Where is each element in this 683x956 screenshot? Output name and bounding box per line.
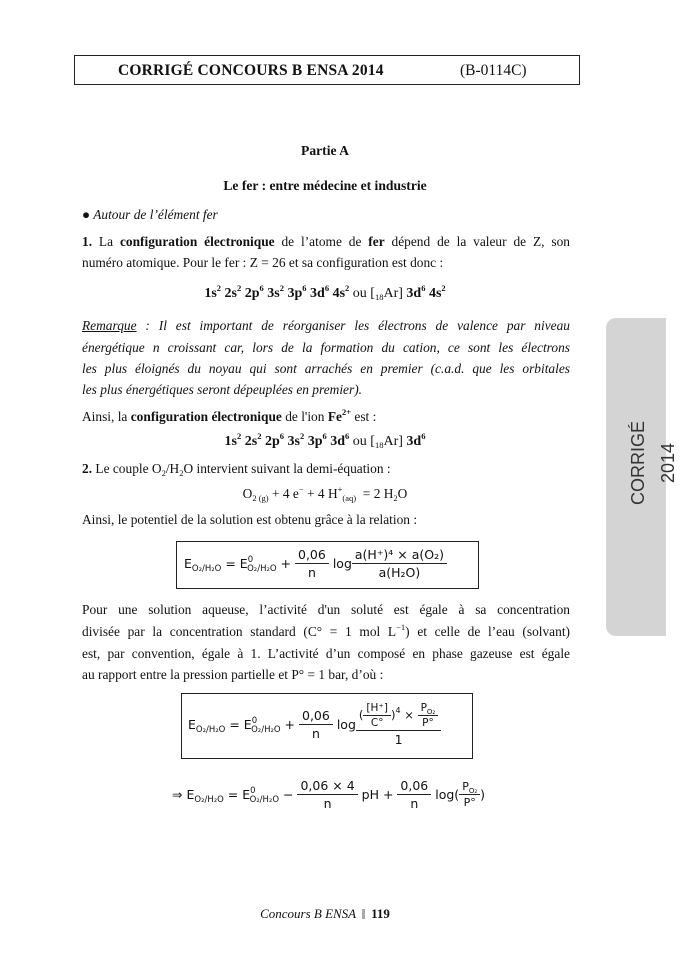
footer-separator [362, 909, 365, 919]
q1-line2: numéro atomique. Pour le fer : Z = 26 et sa configuration est donc : [82, 255, 444, 270]
nernst-ph-equation: ⇒ $E_{O_2/H_2O} = E^0_{O_2/H_2O}$ − $\frac{0,06 \times 4}{n}$ pH + $\frac{0,06}{n}$ log( $\frac{P_{O_2}}{P^\circ}$ ) [172, 778, 486, 811]
text: de l'ion [281, 409, 328, 424]
header-code: (B-0114C) [460, 62, 527, 79]
q2-line: 2. Le couple $O_2/H_2O$ intervient suivant la demi-équation : [82, 461, 391, 478]
nernst-equation-1: $E_{O_2/H_2O} = E^0_{O_2/H_2O}$ + $\frac{0,06}{n}$ log $\frac{\text{a(H⁺)⁴ × a(O₂)}}{\text{a(H₂O)}}$ [184, 547, 447, 580]
q1-line1 [82, 234, 570, 250]
remarque-line3: les plus éloignés du noyau qui sont arrachés en premier (c.a.d. que les orbitales [82, 361, 570, 376]
q1-number: 1. [82, 234, 93, 249]
ainsi-fe2-line [82, 409, 376, 425]
q2-number: 2. [82, 461, 93, 476]
nernst-equation-2: $E_{O_2/H_2O} = E^0_{O_2/H_2O}$ + $\frac{0,06}{n}$ log ( $\frac{[H^+]}{C^\circ}$ )$^4$ × $\frac{P_{O_2}}{P^\circ}$ 1 [188, 702, 441, 747]
para-line3: est, par convention, égale à 1. L’activité d’un composé en phase gazeuse est égale [82, 646, 570, 661]
bold-term: configuration électronique [119, 234, 275, 249]
ion-charge: 2+ [341, 407, 352, 417]
text: Ainsi, la [82, 409, 131, 424]
fe2-configuration: $1s^2$ $2s^2$ $2p^6$ $3s^2$ $3p^6$ $3d^6$ ou $[_{18}Ar]$ $3d^6$ [224, 431, 426, 450]
para-line1: Pour une solution aqueuse, l’activité d'un soluté est égale à sa concentration [82, 602, 570, 617]
bold-term: configuration électronique [130, 409, 282, 424]
fe-configuration: $1s^2$ $2s^2$ $2p^6$ $3s^2$ $3p^6$ $3d^6$ $4s^2$ ou $[_{18}Ar]$ $3d^6$ $4s^2$ [204, 283, 446, 302]
part-title: Partie A [301, 143, 349, 158]
footer-title: Concours B ENSA [260, 906, 357, 921]
bold-term: fer [368, 234, 385, 249]
ion-symbol: Fe [327, 409, 342, 424]
text: /H [165, 461, 180, 476]
text: O intervient suivant la demi-équation : [183, 461, 391, 476]
remarque-line1 [82, 318, 570, 334]
side-tab-label: CORRIGÉ 2014 [628, 421, 678, 506]
text: est : [351, 409, 377, 424]
page-footer [0, 906, 650, 922]
text: dépend de la valeur de Z, son [384, 234, 570, 249]
text: : Il est important de réorganiser les électrons de valence par niveau [136, 318, 570, 333]
remarque-line4: les plus énergétiques seront dépeuplées en premier). [82, 382, 363, 397]
text: ) et celle de l’eau (solvant) [405, 624, 571, 639]
half-equation: $O_{2 (g)} + 4$ e− + 4 $H^+_{(aq)} = 2$ $H_2O$ [242, 484, 408, 503]
remarque-line2: énergétique n croissant car, lors de la formation du cation, ce sont les électrons [82, 340, 570, 355]
section-subtitle: Le fer : entre médecine et industrie [223, 178, 427, 193]
text: divisée par la concentration standard (C° = 1 mol L [82, 624, 397, 639]
header-title: CORRIGÉ CONCOURS B ENSA 2014 [118, 62, 384, 79]
page-number: 119 [371, 906, 390, 921]
para-line2 [82, 624, 570, 640]
bullet-heading: ● Autour de l’élément fer [82, 207, 218, 222]
text: Le couple O [92, 461, 162, 476]
para-line4: au rapport entre la pression partielle et P° = 1 bar, d’où : [82, 667, 384, 682]
unit-exponent: −1 [396, 622, 406, 632]
text: de l’atome de [274, 234, 369, 249]
remarque-label: Remarque [82, 318, 137, 333]
ainsi-potential-line: Ainsi, le potentiel de la solution est obtenu grâce à la relation : [82, 512, 418, 527]
text: La [92, 234, 120, 249]
